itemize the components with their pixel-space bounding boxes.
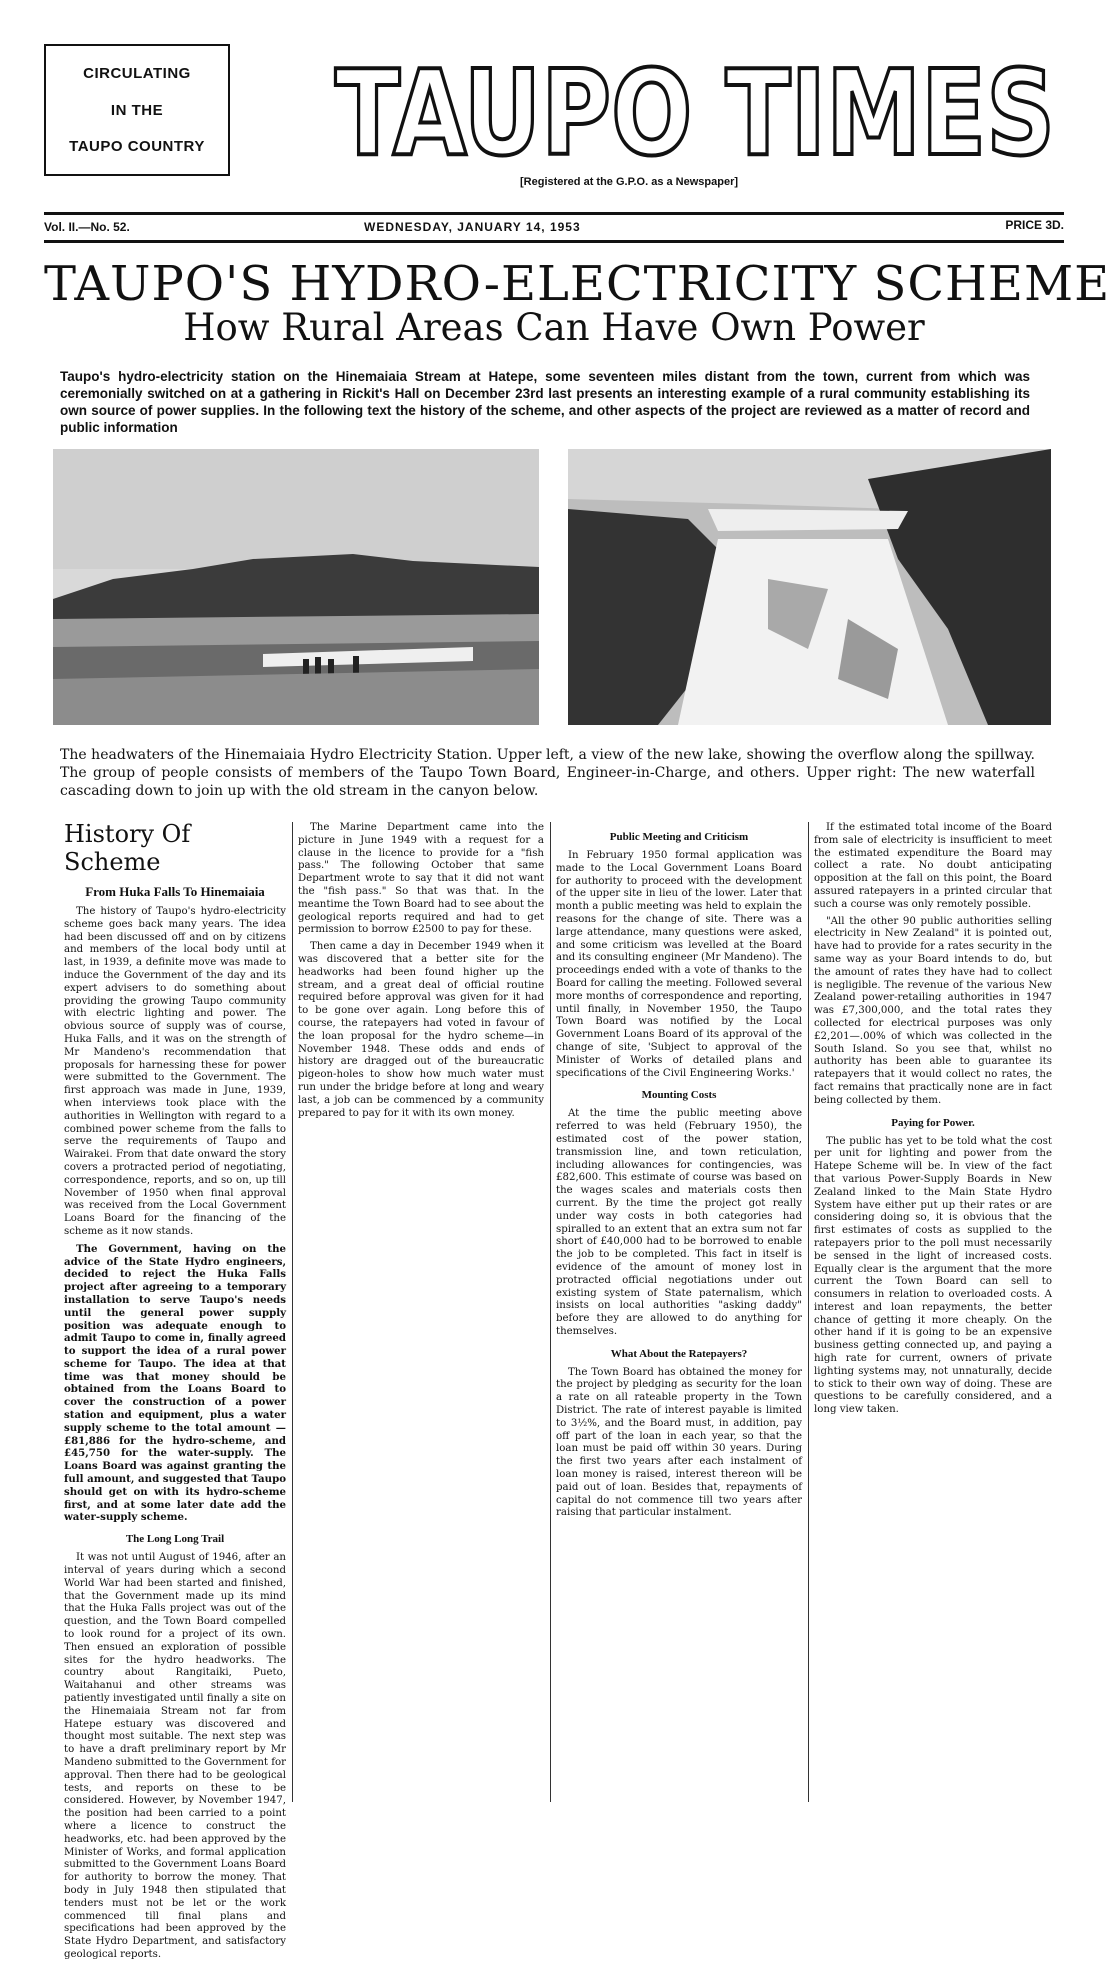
circulation-line-1: CIRCULATING bbox=[83, 65, 191, 83]
ratepayers-paragraph-3: "All the other 90 public authorities selling electricity in New Zealand" it is pointed out, have had to provide for a rates security in the same way as your Board intends to do, but the amount of rates they have had to collect is negligible. The revenue of the various New Zealand power-retailing authorities in 1947 was £7,300,000, and the total rates they collected for electrical purposes was only £2,201—.00% of which was collected in the South Island. So you see that, whilst no authority has been able to guarantee its ratepayers that it would collect no rates, the fact remains that practically none are in fact being collected by them. bbox=[814, 915, 1052, 1106]
ratepayers-paragraph-2: If the estimated total income of the Board from sale of electricity is insufficient to meet the estimated expenditure the Board may collect a rate. No doubt anticipating opposition at the fall on this point, the Board assured ratepayers in a printed circular that such a course was only remotely possible. bbox=[814, 822, 1052, 910]
masthead-title-text: TAUPO TIMES bbox=[335, 44, 1055, 182]
intro-paragraph: Taupo's hydro-electricity station on the Hinemaiaia Stream at Hatepe, some seventeen miles distant from the town, current from which was ceremonially switched on at a gathering in Rickit's Hall on December 23rd last presents an interesting example of a rural community establishing its own source of power supplies. In the following text the history of the scheme, and other aspects of the project are reviewed as a matter of record and public information bbox=[60, 369, 1030, 435]
column-divider-2 bbox=[550, 822, 551, 1802]
dateline bbox=[44, 218, 1064, 238]
article-column-3 bbox=[556, 822, 802, 1802]
price: PRICE 3D. bbox=[1005, 218, 1064, 232]
section-heading-ratepayers: What About the Ratepayers? bbox=[610, 1347, 748, 1360]
article-column-4 bbox=[814, 822, 1052, 1802]
long-trail-paragraph-3: Then came a day in December 1949 when it was discovered that a better site for the headworks had been found higher up the stream, and a great deal of official routine required before approval was given for it had to be gone over again. Long before this of course, the ratepayers had voted in favour of the loan proposal for the hydro scheme—in November 1948. These odds and ends of history are dragged out of the bureaucratic pigeon-holes to show how much water must run under the bridge before at long and weary last, a job can be commenced by a community prepared to pay for it with its own money. bbox=[298, 941, 544, 1119]
rule-bottom bbox=[44, 240, 1064, 243]
registered-notice: [Registered at the G.P.O. as a Newspaper] bbox=[520, 176, 739, 188]
column-divider-3 bbox=[808, 822, 809, 1802]
article-column-1 bbox=[64, 816, 286, 1960]
photo-caption: The headwaters of the Hinemaiaia Hydro Electricity Station. Upper left, a view of the new lake, showing the overflow along the spillway. The group of people consists of members of the Taupo Town Board, Engineer-in-Charge, and others. Upper right: The new waterfall cascading down to join up with the old stream in the canyon below. bbox=[60, 747, 1035, 799]
article-subtitle: From Huka Falls To Hinemaiaia bbox=[85, 884, 265, 899]
article-paragraph-1: The history of Taupo's hydro-electricity scheme goes back many years. The idea had been discussed off and on by citizens and members of the local body until at last, in 1939, a definite move was made to induce the Government of the day and its expert advisers to do something about providing the growing Taupo community with electric lighting and power. The obvious source of supply was of course, Huka Falls, and it was on the strength of Mr Mandeno's recommendation that proposals for harnessing these for power were submitted to the Government. The first approach was made in June, 1939, when interviews took place with the authorities in Wellington with regard to a combined power scheme from the falls to serve the requirements of Taupo and Wairakei. From that date onward the story covers a protracted period of negotiating, correspondence, reports, and so on, up till November of 1950 when final approval was received from the Local Government Loans Board for the financing of the scheme as it now stands. bbox=[64, 906, 286, 1237]
photo-waterfall-canyon bbox=[568, 449, 1051, 725]
issue-date: WEDNESDAY, JANUARY 14, 1953 bbox=[364, 220, 581, 234]
paying-for-power-paragraph: The public has yet to be told what the cost per unit for lighting and power from the Hatepe Scheme will be. In view of the fact that various Power-Supply Boards in New Zealand linked to the Main State Hydro System have either put up their rates or are considering doing so, it is obvious that the first estimates of costs as supplied to the ratepayers prior to the poll must necessarily be sensed in the light of increased costs. Equally clear is the argument that the more current the Town Board can sell to consumers in relation to overloaded costs. A interest and loan repayments, the better chance of getting it more cheaply. On the other hand if it is going to be an expensive business getting connected up, and paying a high rate for current, owners of private lighting systems may, not unnaturally, decide to stick to their own way of doing. These are questions to be carefully considered, and a long view taken. bbox=[814, 1135, 1052, 1416]
section-heading-long-trail: The Long Long Trail bbox=[125, 1533, 225, 1546]
mounting-costs-paragraph: At the time the public meeting above referred to was held (February 1950), the estimated cost of the power station, transmission line, and town reticulation, including allowances for contingencies, was £82,600. This estimate of course was based on the wages scales and materials costs then current. By the time the project got really under way costs in both categories had spiralled to an extent that an extra sum not far short of £40,000 had to be borrowed to enable the job to be completed. This fact in itself is evidence of the amount of money lost in protracted official negotiations under out existing system of State paternalism, which insists on local authorities "asking daddy" before they are allowed to do anything for themselves. bbox=[556, 1108, 802, 1337]
ratepayers-paragraph-1: The Town Board has obtained the money for the project by pledging as security for the loan a rate on all rateable property in the Town District. The rate of interest payable is limited to 3½%, and the Board must, in addition, pay off part of the loan in each year, so that the loan must be paid off within 30 years. During the first two years after each instalment of loan money is raised, interest thereon will be paid out of loan. Besides that, repayments of capital do not commence till two years after raising that particular instalment. bbox=[556, 1366, 802, 1519]
section-heading-public-meeting: Public Meeting and Criticism bbox=[609, 831, 749, 843]
article-paragraph-2: The Government, having on the advice of the State Hydro engineers, decided to reject the Huka Falls project after agreeing to a temporary installation to serve Taupo's needs until the general power supply position was adequate enough to admit Taupo to come in, finally agreed to support the idea of a rural power scheme for Taupo. The idea at that time was that money should be obtained from the Loans Board to cover the construction of a power station and equipment, plus a water supply scheme to the total amount — £81,886 for the hydro-scheme, and £45,750 for the water-supply. The Loans Board was against granting the full amount, and suggested that Taupo should get on with its hydro-scheme first, and at some later date add the water-supply scheme. bbox=[64, 1242, 286, 1524]
circulation-line-2: IN THE bbox=[110, 101, 164, 119]
circulation-line-3: TAUPO COUNTRY bbox=[69, 137, 205, 155]
column-divider-1 bbox=[292, 822, 293, 1802]
long-trail-paragraph-2: The Marine Department came into the picture in June 1949 with a request for a clause in the licence to provide for a "fish pass." The following October that same Department wrote to say that it did not want the "fish pass." So that was that. In the meantime the Town Board had to see about the geological reports required and had to get permission to borrow £2500 to pay for these. bbox=[298, 822, 544, 936]
circulation-box bbox=[44, 44, 230, 176]
public-meeting-paragraph: In February 1950 formal application was made to the Local Government Loans Board for authority to proceed with the development of the upper site in lieu of the lower. Later that month a public meeting was held to explain the reasons for the change of site. There was a large attendance, many questions were asked, and some criticism was levelled at the Board and its consulting engineer (Mr Mandeno). The proceedings ended with a vote of thanks to the Board for calling the meeting. Followed several more months of correspondence and reporting, until finally, in November 1950, the Taupo Town Board was notified by the Local Government Loans Board of its approval of the change of site, 'Subject to approval of the Minister of Works of detailed plans and specifications of the Civil Engineering Works.' bbox=[556, 850, 802, 1079]
photo-lake-spillway bbox=[53, 449, 539, 725]
rule-top bbox=[44, 212, 1064, 215]
article-title: History Of Scheme bbox=[64, 820, 191, 876]
headline: TAUPO'S HYDRO-ELECTRICITY SCHEME bbox=[44, 256, 1111, 312]
long-trail-paragraph-1: It was not until August of 1946, after an interval of years during which a second World War had been started and finished, that the Government made up its mind that the Huka Falls project was out of the question, and the Town Board compelled to look round for a project of its own. Then ensued an exploration of possible sites for the hydro headworks. The country about Rangitaiki, Pueto, Waitahanui and other streams was patiently investigated until finally a site on the Hinemaiaia Stream not far from Hatepe estuary was discovered and thought most suitable. The next step was to have a draft preliminary report by Mr Mandeno submitted to the Government for approval. Then there had to be geological tests, and reports on these to be considered. However, by November 1947, the position had been carried to a point where a licence to construct the headworks, etc. had been approved by the Minister of Works, and formal application submitted to the Government Loans Board for authority to borrow the money. That body in July 1948 then stipulated that tenders must not be let or the work commenced till final plans and specifications had been approved by the State Hydro Department, and satisfactory geological reports. bbox=[64, 1552, 286, 1960]
article-column-2 bbox=[298, 822, 544, 1802]
section-heading-paying-for-power: Paying for Power. bbox=[891, 1116, 975, 1129]
section-heading-mounting-costs: Mounting Costs bbox=[641, 1089, 717, 1102]
subheadline: How Rural Areas Can Have Own Power bbox=[183, 306, 925, 349]
volume-number: Vol. II.—No. 52. bbox=[44, 220, 130, 234]
